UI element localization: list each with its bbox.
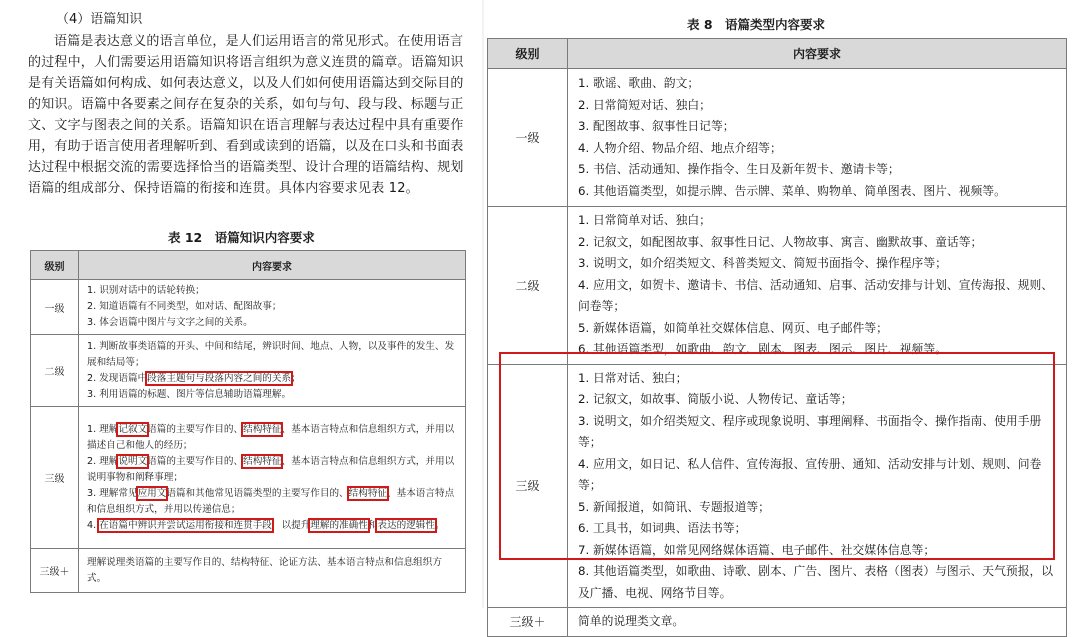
header-content: 内容要求 (568, 39, 1067, 69)
level-label: 三级＋ (488, 608, 568, 637)
content-line: 6. 工具书，如词典、语法书等； (578, 521, 747, 535)
left-page (0, 0, 480, 608)
text-span: 4. (87, 519, 100, 531)
level-label: 一级 (488, 69, 568, 207)
table-header-row (31, 251, 466, 280)
header-content: 内容要求 (79, 251, 466, 280)
content-cell (568, 69, 1067, 207)
table-row-level3 (31, 407, 466, 549)
content-line: 3. 利用语篇的标题、图片等信息辅助语篇理解。 (87, 388, 292, 400)
section-heading: （4）语篇知识 (56, 12, 143, 27)
text-span: 语篇的主要写作目的、 (147, 423, 244, 435)
table-12-caption: 表 12 语篇知识内容要求 (168, 230, 315, 245)
table-8-caption: 表 8 语篇类型内容要求 (687, 17, 826, 32)
highlight-box: 结构特征 (243, 423, 282, 435)
highlight-box: 应用文 (137, 487, 167, 499)
level-label: 三级 (488, 364, 568, 608)
table-row-level3plus (31, 549, 466, 593)
text-span: ，以提升 (271, 519, 311, 531)
content-line: 2. 知道语篇有不同类型，如对话、配图故事； (87, 301, 282, 312)
content-line: 1. 日常简单对话、独白； (578, 213, 711, 227)
content-cell (79, 280, 466, 335)
content-cell (79, 407, 466, 549)
content-line: 1. 判断故事类语篇的开头、中间和结尾，辨识时间、地点、人物，以及事件的发生、发展和结局等； (87, 340, 455, 368)
content-line: 7. 新媒体语篇，如常见网络媒体语篇、电子邮件、社交媒体信息等； (578, 542, 936, 557)
table-12 (30, 250, 466, 593)
header-level: 级别 (31, 251, 79, 280)
content-line: 理解说理类语篇的主要写作目的、结构特征、论证方法、基本语言特点和信息组织方式。 (87, 556, 442, 584)
level-label: 三级＋ (31, 549, 79, 593)
content-line: 4. 人物介绍、物品介绍、地点介绍等； (578, 140, 782, 155)
content-line: 6. 其他语篇类型，如歌曲、韵文、剧本、图表、图示、图片、视频等。 (578, 342, 947, 356)
content-line: 5. 新媒体语篇，如简单社交媒体信息、网页、电子邮件等； (578, 320, 888, 335)
text-span: ； (291, 372, 301, 384)
text-span: 1. 理解 (87, 423, 119, 435)
content-line: 5. 书信、活动通知、操作指令、生日及新年贺卡、邀请卡等； (578, 162, 900, 176)
highlight-box: 说明文 (118, 455, 148, 467)
content-cell (79, 549, 466, 593)
table-row-level2 (31, 335, 466, 407)
highlight-box: 记叙文 (118, 423, 148, 435)
text-span: 2. 发现语篇中 (87, 372, 148, 384)
header-level: 级别 (488, 39, 568, 69)
content-line: 4. 应用文，如贺卡、邀请卡、书信、活动通知、启事、活动安排与计划、宣传海报、规则、问卷等； (578, 277, 1054, 313)
table-row-level1 (31, 280, 466, 335)
text-span: 和 (367, 519, 378, 531)
content-line: 3. 体会语篇中图片与文字之间的关系。 (87, 317, 253, 328)
text-span: 、基本语言特点和信息组织方式，并用以说明事物和阐释事理； (87, 455, 455, 483)
content-line: 3. 说明文，如介绍类短文、科普类短文、简短书面指令、操作程序等； (578, 256, 947, 270)
level-label: 三级 (31, 407, 79, 549)
table-row-level1 (488, 69, 1067, 207)
content-line: 2. 记叙文，如配图故事、叙事性日记、人物故事、寓言、幽默故事、童话等； (578, 234, 983, 249)
page-divider (482, 0, 484, 608)
right-page (487, 0, 1080, 630)
content-line: 5. 新闻报道，如简讯、专题报道等； (578, 499, 770, 514)
content-line: 4. 应用文，如日记、私人信件、宣传海报、宣传册、通知、活动安排与计划、规则、问卷等； (578, 456, 1042, 492)
level3-highlight-box (499, 352, 1055, 560)
intro-paragraph: 语篇是表达意义的语言单位，是人们运用语言的常见形式。在使用语言的过程中，人们需要运用语篇知识将语言组织为意义连贯的篇章。语篇知识是有关语篇如何构成、如何表达意义，以及人们如何使用语篇达到交际目的的知识。语篇中各要素之间存在复杂的关系，如句与句、段与段、标题与正文、文字与图表之间的关系。语篇知识在语言理解与表达过程中具有重要作用，有助于语言使用者理解听到、看到或读到的语篇，以及在口头和书面表达过程中根据交流的需要选择恰当的语篇类型、设计合理的语篇结构、规划语篇的组成部分、保持语篇的衔接和连贯。具体内容要求见表 12。 (28, 34, 464, 196)
content-line: 2. 日常简短对话、独白； (578, 97, 711, 112)
content-line: 简单的说理类文章。 (578, 614, 685, 628)
content-cell (568, 608, 1067, 637)
highlight-box: 结构特征 (348, 487, 388, 499)
content-line: 1. 歌谣、歌曲、韵文； (578, 76, 700, 90)
table-row-level2 (488, 207, 1067, 365)
content-line (87, 486, 459, 518)
text-span: 语篇和其他常见语篇类型的主要写作目的、 (166, 487, 349, 499)
highlight-box: 理解的准确性 (310, 519, 368, 531)
content-cell (79, 335, 466, 407)
table-row-level3plus (488, 608, 1067, 637)
text-span: 3. 理解常见 (87, 487, 138, 499)
level-label: 一级 (31, 280, 79, 335)
content-line (87, 454, 459, 486)
highlight-box: 段落主题句与段落内容之间的关系 (147, 372, 292, 384)
highlight-box: 表达的逻辑性 (377, 519, 435, 531)
text-span: 、基本语言特点和信息组织方式，并用以描述自己和他人的经历； (87, 423, 455, 451)
highlight-box: 结构特征 (243, 455, 282, 467)
content-line: 8. 其他语篇类型，如歌曲、诗歌、剧本、广告、图片、表格（图表）与图示、天气预报，以及广播、电视、网络节目等。 (578, 564, 1054, 600)
text-span: 2. 理解 (87, 455, 119, 467)
content-line: 6. 其他语篇类型，如提示牌、告示牌、菜单、购物单、简单图表、图片、视频等。 (578, 183, 1006, 198)
content-line (87, 371, 459, 387)
highlight-box: 在语篇中辨识并尝试运用衔接和连贯手段 (99, 519, 272, 531)
content-cell (568, 207, 1067, 365)
content-line: 3. 配图故事、叙事性日记等； (578, 119, 735, 133)
level-label: 二级 (488, 207, 568, 365)
content-line: 3. 说明文，如介绍类短文、程序或现象说明、事理阐释、书面指令、操作指南、使用手册等； (578, 413, 1042, 449)
content-line (87, 422, 459, 454)
content-line: 1. 日常对话、独白； (578, 370, 688, 385)
content-line: 2. 记叙文，如故事、简版小说、人物传记、童话等； (578, 392, 853, 406)
text-span: 。 (434, 519, 445, 531)
table-header-row (488, 39, 1067, 69)
content-line: 1. 识别对话中的话轮转换； (87, 285, 205, 296)
text-span: 、基本语言特点和信息组织方式，并用以传递信息； (87, 487, 455, 515)
content-line (87, 518, 459, 534)
level-label: 二级 (31, 335, 79, 407)
text-span: 语篇的主要写作目的、 (147, 455, 244, 467)
